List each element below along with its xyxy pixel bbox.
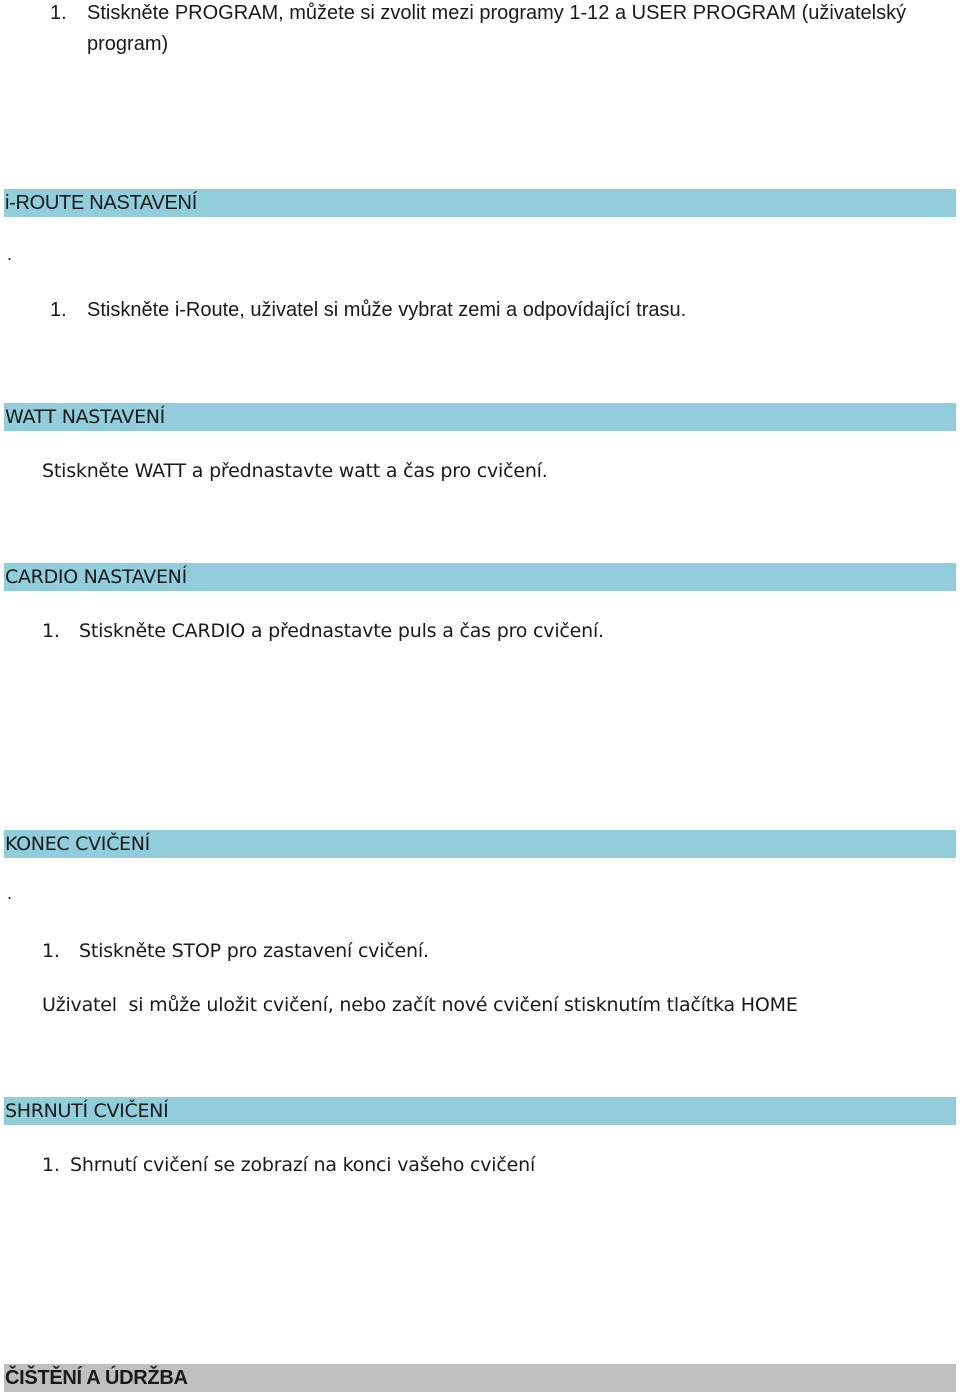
- shrnuti-text: Shrnutí cvičení se zobrazí na konci vašeho cvičení: [70, 1154, 536, 1176]
- section-heading: KONEC CVIČENÍ: [5, 833, 150, 855]
- list-number: 1.: [42, 940, 60, 962]
- list-number: 1.: [42, 620, 60, 642]
- konec-text: Stiskněte STOP pro zastavení cvičení.: [79, 940, 429, 962]
- cardio-text: Stiskněte CARDIO a přednastavte puls a čas pro cvičení.: [79, 620, 604, 642]
- iroute-text: Stiskněte i-Route, uživatel si může vybrat zemi a odpovídající trasu.: [87, 299, 687, 321]
- konec-note: Uživatel si může uložit cvičení, nebo začít nové cvičení stisknutím tlačítka HOME: [42, 994, 798, 1016]
- section-heading: CARDIO NASTAVENÍ: [5, 566, 187, 588]
- stray-dot: .: [7, 883, 13, 903]
- list-number: 1.: [42, 1154, 60, 1176]
- stray-dot: .: [7, 244, 13, 264]
- watt-text: Stiskněte WATT a přednastavte watt a čas pro cvičení.: [42, 460, 548, 482]
- section-heading: i-ROUTE NASTAVENÍ: [5, 192, 197, 214]
- section-heading: WATT NASTAVENÍ: [5, 406, 165, 428]
- list-number: 1.: [50, 2, 67, 24]
- program-text-line1: Stiskněte PROGRAM, můžete si zvolit mezi programy 1-12 a USER PROGRAM (uživatelský: [87, 2, 907, 24]
- program-text-line2: program): [87, 33, 169, 55]
- section-heading: ČIŠTĚNÍ A ÚDRŽBA: [5, 1367, 188, 1389]
- section-heading: SHRNUTÍ CVIČENÍ: [5, 1100, 169, 1122]
- list-number: 1.: [50, 299, 67, 321]
